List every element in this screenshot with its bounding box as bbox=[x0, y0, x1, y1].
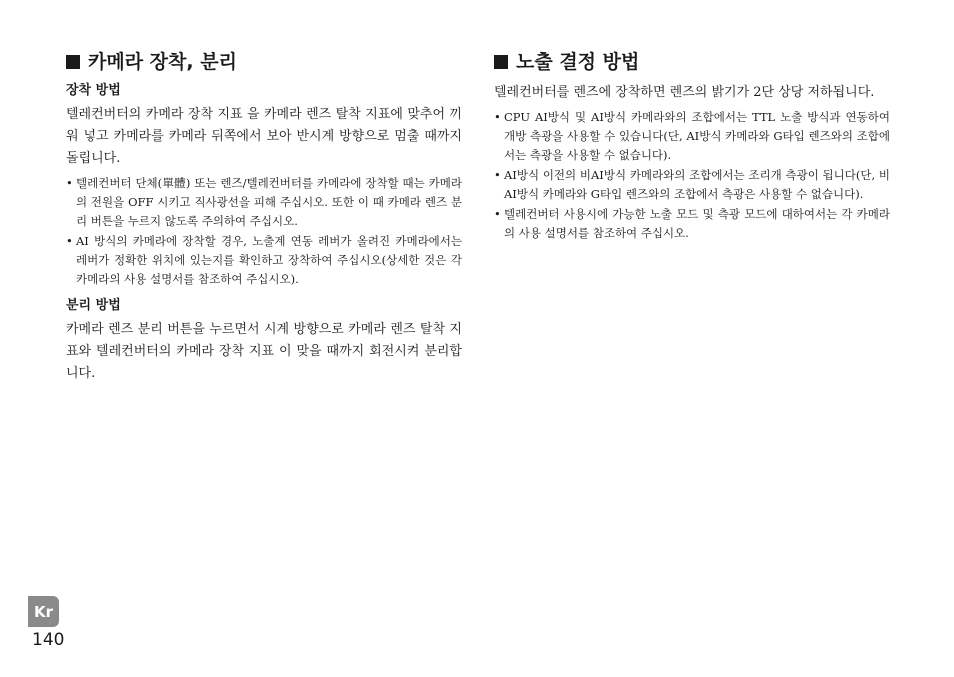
detach-method-body: 카메라 렌즈 분리 버튼을 누르면서 시계 방향으로 카메라 렌즈 탈착 지표와 텔레컨버터의 카메라 장착 지표 이 맞을 때까지 회전시켜 분리합니다. bbox=[66, 322, 462, 381]
heading-text: 카메라 장착, 분리 bbox=[88, 51, 237, 73]
black-square-icon bbox=[66, 55, 80, 69]
heading-text: 노출 결정 방법 bbox=[516, 51, 640, 73]
camera-attach-detach-heading bbox=[66, 48, 462, 76]
bullet-text: CPU AI방식 및 AI방식 카메라와의 조합에서는 TTL 노출 방식과 연동하여 개방 측광을 사용할 수 있습니다(단, AI방식 카메라와 G타입 렌즈와의 조합에서는 측광을 사용할 수 없습니다). bbox=[504, 110, 890, 162]
list-item bbox=[66, 174, 462, 231]
bullet-text: AI 방식의 카메라에 장착할 경우, 노출계 연동 레버가 올려진 카메라에서는 레버가 정확한 위치에 있는지를 확인하고 장착하여 주십시오(상세한 것은 각 카메라의 사용 설명서를 참조하여 주십시오). bbox=[76, 234, 462, 286]
list-item bbox=[494, 166, 890, 204]
left-column bbox=[66, 48, 462, 389]
page-number: 140 bbox=[32, 630, 65, 650]
bullet-icon: • bbox=[494, 207, 501, 221]
black-square-icon bbox=[494, 55, 508, 69]
language-tab: Kr bbox=[28, 596, 59, 627]
list-item bbox=[494, 205, 890, 243]
bullet-text: AI방식 이전의 비AI방식 카메라와의 조합에서는 조리개 측광이 됩니다(단, 비AI방식 카메라와 G타입 렌즈와의 조합에서 측광은 사용할 수 없습니다). bbox=[504, 168, 890, 201]
exposure-method-body: 텔레컨버터를 렌즈에 장착하면 렌즈의 밝기가 2단 상당 저하됩니다. bbox=[494, 85, 875, 100]
right-column bbox=[494, 48, 890, 251]
bullet-icon: • bbox=[494, 110, 501, 124]
exposure-method-heading bbox=[494, 48, 890, 76]
attach-method-title: 장착 방법 bbox=[66, 83, 121, 98]
bullet-icon: • bbox=[66, 234, 73, 248]
attach-notes-list bbox=[66, 174, 462, 289]
bullet-text: 텔레컨버터 단체(單體) 또는 렌즈/텔레컨버터를 카메라에 장착할 때는 카메라의 전원을 OFF 시키고 직사광선을 피해 주십시오. 또한 이 때 카메라 렌즈 분리 버튼을 누르지 않도록 주의하여 주십시오. bbox=[76, 176, 462, 228]
list-item bbox=[494, 108, 890, 165]
bullet-icon: • bbox=[66, 176, 73, 190]
exposure-notes-list bbox=[494, 108, 890, 243]
detach-method-title: 분리 방법 bbox=[66, 298, 121, 313]
bullet-text: 텔레컨버터 사용시에 가능한 노출 모드 및 측광 모드에 대하여서는 각 카메라의 사용 설명서를 참조하여 주십시오. bbox=[504, 207, 890, 240]
attach-method-body: 텔레컨버터의 카메라 장착 지표 을 카메라 렌즈 탈착 지표에 맞추어 끼워 넣고 카메라를 카메라 뒤쪽에서 보아 반시계 방향으로 멈출 때까지 돌립니다. bbox=[66, 107, 462, 166]
list-item bbox=[66, 232, 462, 289]
bullet-icon: • bbox=[494, 168, 501, 182]
